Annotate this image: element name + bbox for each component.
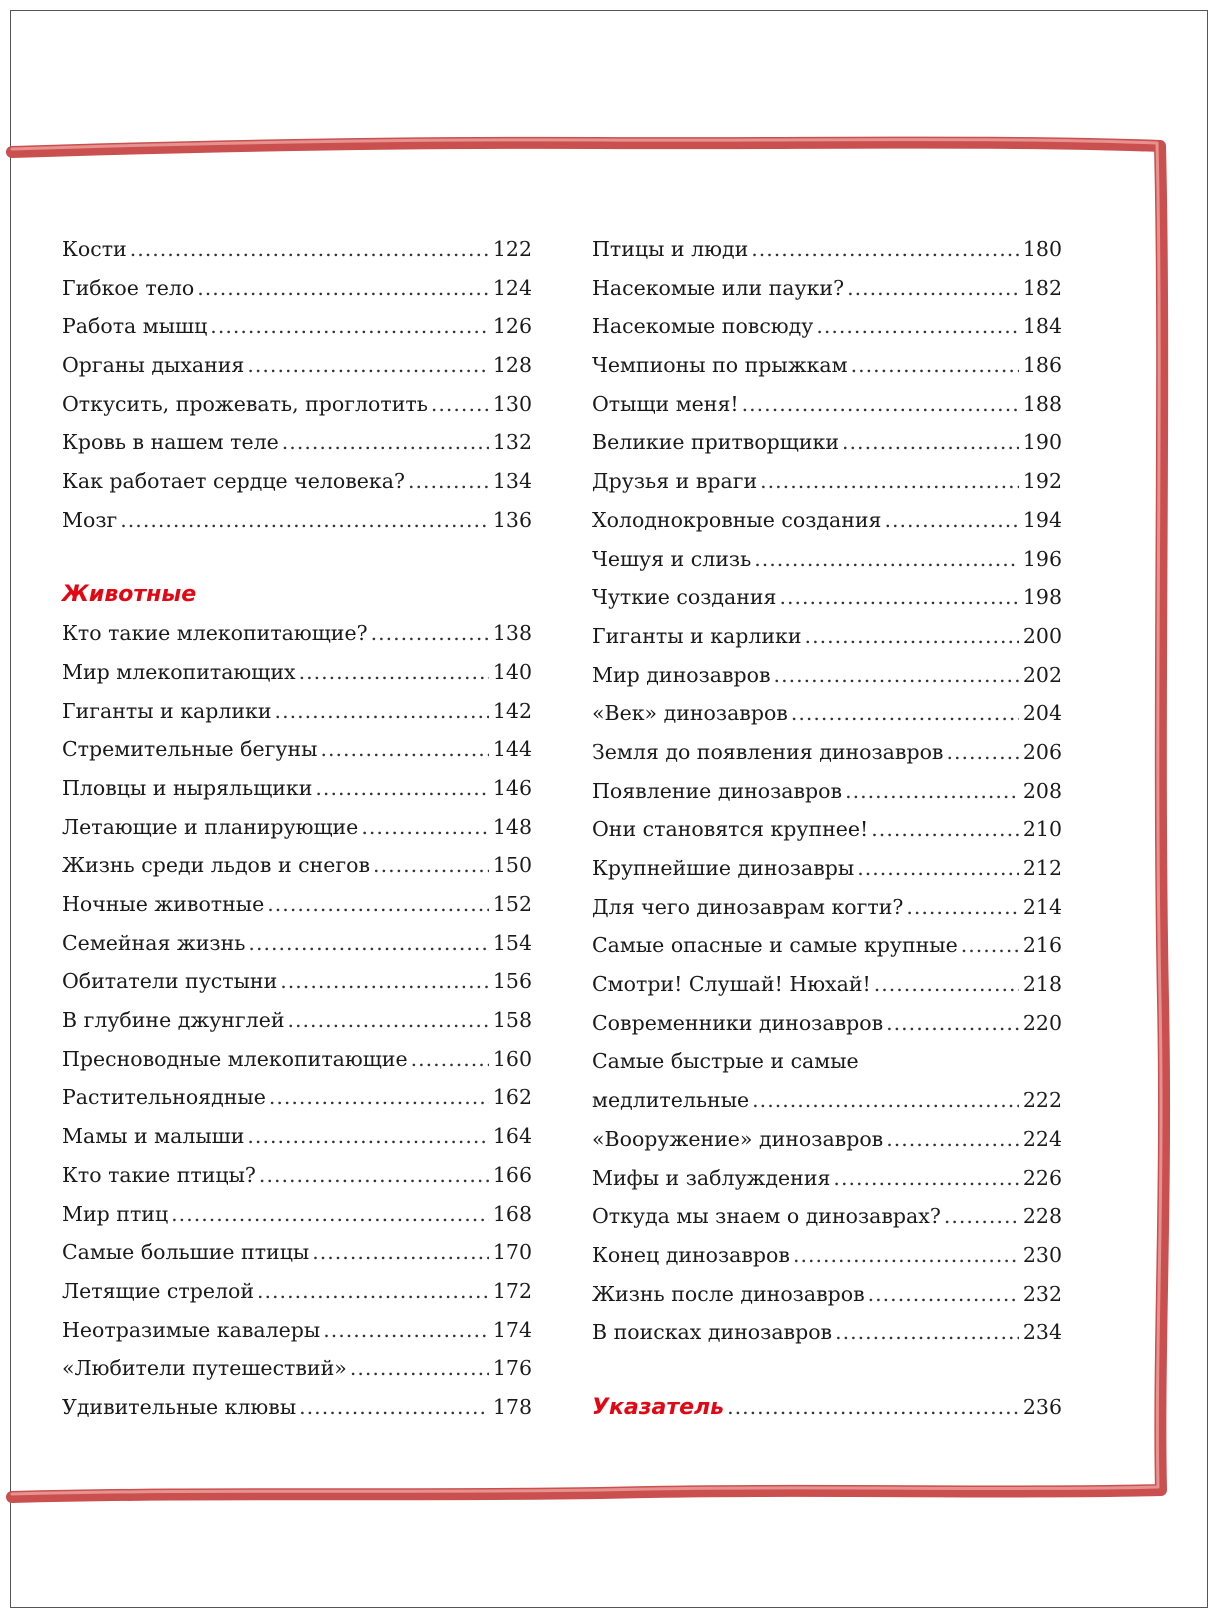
toc-entry[interactable]: Самые большие птицы ..... 170 bbox=[62, 1233, 532, 1272]
section-heading-animals: Животные bbox=[62, 581, 197, 607]
toc-entry[interactable]: Гибкое тело ..... 124 bbox=[62, 269, 532, 308]
toc-entry[interactable]: Великие притворщики ..... 190 bbox=[592, 423, 1062, 462]
toc-entry[interactable]: Чемпионы по прыжкам ..... 186 bbox=[592, 346, 1062, 385]
toc-entry[interactable]: Современники динозавров ..... 220 bbox=[592, 1004, 1062, 1043]
toc-entry[interactable]: Кости ..... 122 bbox=[62, 230, 532, 269]
toc-entry-split-line2[interactable]: медлительные ..... 222 bbox=[592, 1081, 1062, 1120]
toc-entry[interactable]: Кровь в нашем теле ..... 132 bbox=[62, 423, 532, 462]
toc-entry[interactable]: Мифы и заблуждения ..... 226 bbox=[592, 1159, 1062, 1198]
toc-entry[interactable]: Жизнь среди льдов и снегов ..... 150 bbox=[62, 846, 532, 885]
toc-left-column bbox=[62, 230, 532, 1427]
toc-entry[interactable]: Кто такие млекопитающие? ..... 138 bbox=[62, 614, 532, 653]
toc-entry[interactable]: Летающие и планирующие ..... 148 bbox=[62, 808, 532, 847]
toc-entry[interactable]: Чуткие создания ..... 198 bbox=[592, 578, 1062, 617]
toc-entry[interactable]: Стремительные бегуны ..... 144 bbox=[62, 730, 532, 769]
toc-entry[interactable]: Мир птиц ..... 168 bbox=[62, 1195, 532, 1234]
toc-entry[interactable]: В глубине джунглей ..... 158 bbox=[62, 1001, 532, 1040]
toc-entry[interactable]: Холоднокровные создания ..... 194 bbox=[592, 501, 1062, 540]
toc-entry-index[interactable]: Указатель ..... 236 bbox=[592, 1388, 1062, 1427]
toc-entry[interactable]: Смотри! Слушай! Нюхай! ..... 218 bbox=[592, 965, 1062, 1004]
toc-entry[interactable]: Работа мышц ..... 126 bbox=[62, 307, 532, 346]
toc-entry[interactable]: «Вооружение» динозавров ..... 224 bbox=[592, 1120, 1062, 1159]
toc-entry[interactable]: Пловцы и ныряльщики ..... 146 bbox=[62, 769, 532, 808]
toc-entry[interactable]: Насекомые повсюду ..... 184 bbox=[592, 307, 1062, 346]
toc-entry[interactable]: Обитатели пустыни ..... 156 bbox=[62, 962, 532, 1001]
toc-entry[interactable]: «Век» динозавров ..... 204 bbox=[592, 694, 1062, 733]
toc-entry[interactable]: Птицы и люди ..... 180 bbox=[592, 230, 1062, 269]
toc-entry[interactable]: «Любители путешествий» ..... 176 bbox=[62, 1349, 532, 1388]
toc-entry[interactable]: Мир динозавров ..... 202 bbox=[592, 656, 1062, 695]
toc-entry[interactable]: В поисках динозавров ..... 234 bbox=[592, 1313, 1062, 1352]
toc-entry[interactable]: Чешуя и слизь ..... 196 bbox=[592, 540, 1062, 579]
toc-entry[interactable]: Мозг ..... 136 bbox=[62, 501, 532, 540]
toc-entry[interactable]: Как работает сердце человека? ..... 134 bbox=[62, 462, 532, 501]
toc-right-list bbox=[592, 230, 1062, 1352]
toc-entry[interactable]: Конец динозавров ..... 230 bbox=[592, 1236, 1062, 1275]
toc-entry[interactable]: Пресноводные млекопитающие ..... 160 bbox=[62, 1040, 532, 1079]
toc-entry[interactable]: Мир млекопитающих ..... 140 bbox=[62, 653, 532, 692]
toc-entry[interactable]: Гиганты и карлики ..... 142 bbox=[62, 692, 532, 731]
toc-entry[interactable]: Гиганты и карлики ..... 200 bbox=[592, 617, 1062, 656]
toc-entry[interactable]: Органы дыхания ..... 128 bbox=[62, 346, 532, 385]
toc-entry[interactable]: Летящие стрелой ..... 172 bbox=[62, 1272, 532, 1311]
toc-entry[interactable]: Неотразимые кавалеры ..... 174 bbox=[62, 1311, 532, 1350]
toc-entry[interactable]: Ночные животные ..... 152 bbox=[62, 885, 532, 924]
toc-entry[interactable]: Жизнь после динозавров ..... 232 bbox=[592, 1275, 1062, 1314]
toc-right-column bbox=[592, 230, 1062, 1427]
toc-entry[interactable]: Насекомые или пауки? ..... 182 bbox=[592, 269, 1062, 308]
toc-entry[interactable]: Откусить, прожевать, проглотить ..... 130 bbox=[62, 385, 532, 424]
toc-left-top-list bbox=[62, 230, 532, 540]
toc-entry[interactable]: Отыщи меня! ..... 188 bbox=[592, 385, 1062, 424]
toc-entry[interactable]: Крупнейшие динозавры ..... 212 bbox=[592, 849, 1062, 888]
toc-entry[interactable]: Они становятся крупнее! ..... 210 bbox=[592, 810, 1062, 849]
toc-entry[interactable]: Земля до появления динозавров ..... 206 bbox=[592, 733, 1062, 772]
toc-entry[interactable]: Удивительные клювы ..... 178 bbox=[62, 1388, 532, 1427]
toc-entry[interactable]: Появление динозавров ..... 208 bbox=[592, 772, 1062, 811]
toc-entry[interactable]: Кто такие птицы? ..... 166 bbox=[62, 1156, 532, 1195]
toc-entry[interactable]: Самые опасные и самые крупные ..... 216 bbox=[592, 926, 1062, 965]
toc-entry-split-line1[interactable]: Самые быстрые и самые bbox=[592, 1049, 859, 1074]
toc-entry[interactable]: Растительноядные ..... 162 bbox=[62, 1078, 532, 1117]
toc-entry[interactable]: Откуда мы знаем о динозаврах? ..... 228 bbox=[592, 1197, 1062, 1236]
toc-entry[interactable]: Мамы и малыши ..... 164 bbox=[62, 1117, 532, 1156]
toc-entry[interactable]: Семейная жизнь ..... 154 bbox=[62, 924, 532, 963]
toc-entry[interactable]: Друзья и враги ..... 192 bbox=[592, 462, 1062, 501]
toc-left-section-list bbox=[62, 614, 532, 1426]
toc-entry[interactable]: Для чего динозаврам когти? ..... 214 bbox=[592, 888, 1062, 927]
